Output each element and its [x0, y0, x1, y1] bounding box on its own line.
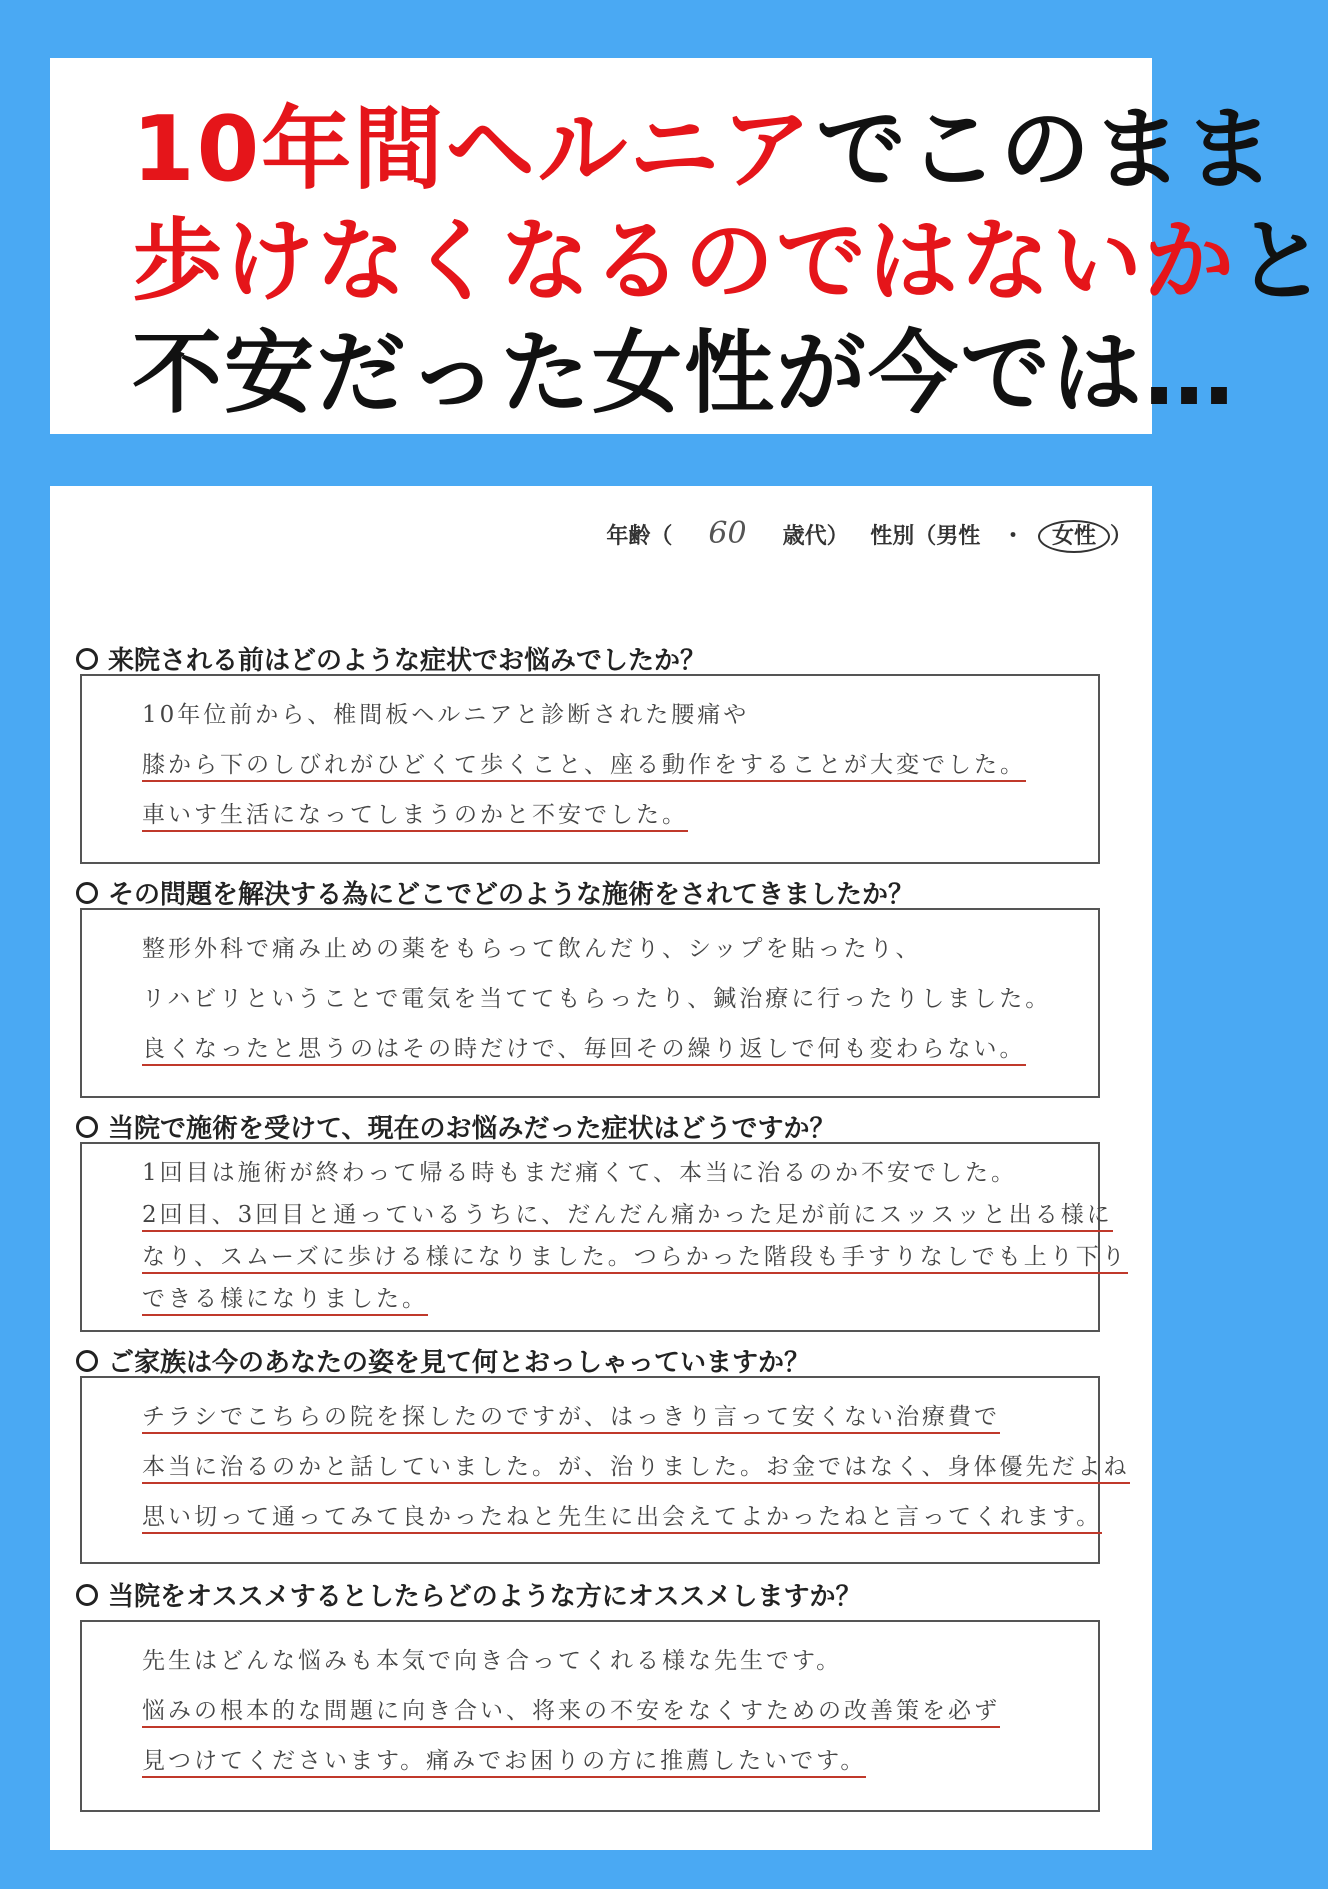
age-suffix: 歳代）	[782, 524, 849, 549]
circle-bullet-icon	[76, 882, 98, 904]
headline-line-1-black: でこのまま	[815, 97, 1276, 202]
headline-line-2-red: 歩けなくなるのではないか	[132, 209, 1236, 314]
circle-bullet-icon	[76, 648, 98, 670]
headline-line-2-black: と	[1236, 209, 1328, 314]
age-value: 60	[708, 516, 747, 551]
answer-2-line-2: リハビリということで電気を当ててもらったり、鍼治療に行ったりしました。	[142, 986, 1052, 1012]
answer-3-line-1: 1回目は施術が終わって帰る時もまだ痛くて、本当に治るのか不安でした。	[142, 1160, 1017, 1186]
age-label: 年齢（	[606, 524, 673, 549]
answer-1-line-3: 車いす生活になってしまうのかと不安でした。	[142, 790, 1098, 840]
answer-1-line-2: 膝から下のしびれがひどくて歩くこと、座る動作をすることが大変でした。	[142, 740, 1098, 790]
answer-5-line-2: 悩みの根本的な問題に向き合い、将来の不安をなくすための改善策を必ず	[142, 1686, 1098, 1736]
question-4-text: ご家族は今のあなたの姿を見て何とおっしゃっていますか？	[108, 1348, 811, 1378]
circle-bullet-icon	[76, 1350, 98, 1372]
answer-3-line-2: 2回目、3回目と通っているうちに、だんだん痛かった足が前にスッスッと出る様に	[142, 1194, 1098, 1236]
answer-3-line-3: なり、スムーズに歩ける様になりました。つらかった階段も手すりなしでも上り下り	[142, 1236, 1098, 1278]
circle-bullet-icon	[76, 1116, 98, 1138]
question-3	[76, 1108, 835, 1145]
gender-close: ）	[1109, 524, 1132, 549]
question-5	[76, 1576, 861, 1613]
respondent-info	[606, 516, 1132, 551]
answer-3-line-4: できる様になりました。	[142, 1278, 1098, 1320]
headline-line-3: 不安だった女性が今では…	[132, 321, 1236, 426]
gender-female-circled: 女性	[1038, 520, 1110, 553]
questionnaire-sheet	[50, 486, 1152, 1850]
answer-box-3	[80, 1142, 1128, 1332]
question-2-text: その問題を解決する為にどこでどのような施術をされてきましたか？	[108, 880, 915, 910]
circle-bullet-icon	[76, 1584, 98, 1606]
question-5-text: 当院をオススメするとしたらどのような方にオススメしますか？	[108, 1582, 862, 1612]
question-1	[76, 640, 706, 677]
question-4	[76, 1342, 810, 1379]
question-2	[76, 874, 914, 911]
headline-line-1	[132, 94, 1276, 206]
answer-4-line-3: 思い切って通ってみて良かったねと先生に出会えてよかったねと言ってくれます。	[142, 1492, 1098, 1542]
answer-2-line-3: 良くなったと思うのはその時だけで、毎回その繰り返しで何も変わらない。	[142, 1024, 1098, 1074]
question-3-text: 当院で施術を受けて、現在のお悩みだった症状はどうですか？	[108, 1114, 836, 1144]
answer-4-line-1: チラシでこちらの院を探したのですが、はっきり言って安くない治療費で	[142, 1392, 1098, 1442]
headline-banner	[50, 58, 1328, 434]
headline-line-2	[132, 206, 1328, 318]
answer-2-line-1: 整形外科で痛み止めの薬をもらって飲んだり、シップを貼ったり、	[142, 936, 922, 962]
answer-4-line-2: 本当に治るのかと話していました。が、治りました。お金ではなく、身体優先だよね	[142, 1442, 1098, 1492]
answer-box-2	[80, 908, 1100, 1098]
answer-5-line-1: 先生はどんな悩みも本気で向き合ってくれる様な先生です。	[142, 1648, 843, 1674]
gender-separator: ・	[1001, 524, 1024, 549]
answer-5-line-3: 見つけてくださいます。痛みでお困りの方に推薦したいです。	[142, 1736, 1098, 1786]
gender-label: 性別（	[870, 524, 937, 549]
question-1-text: 来院される前はどのような症状でお悩みでしたか？	[108, 646, 707, 676]
headline-line-1-red: 10年間ヘルニア	[132, 97, 816, 202]
answer-box-1	[80, 674, 1100, 864]
answer-1-line-1: 10年位前から、椎間板ヘルニアと診断された腰痛や	[142, 702, 750, 728]
answer-box-4	[80, 1376, 1130, 1564]
answer-box-5	[80, 1620, 1100, 1812]
gender-male: 男性	[936, 524, 981, 549]
